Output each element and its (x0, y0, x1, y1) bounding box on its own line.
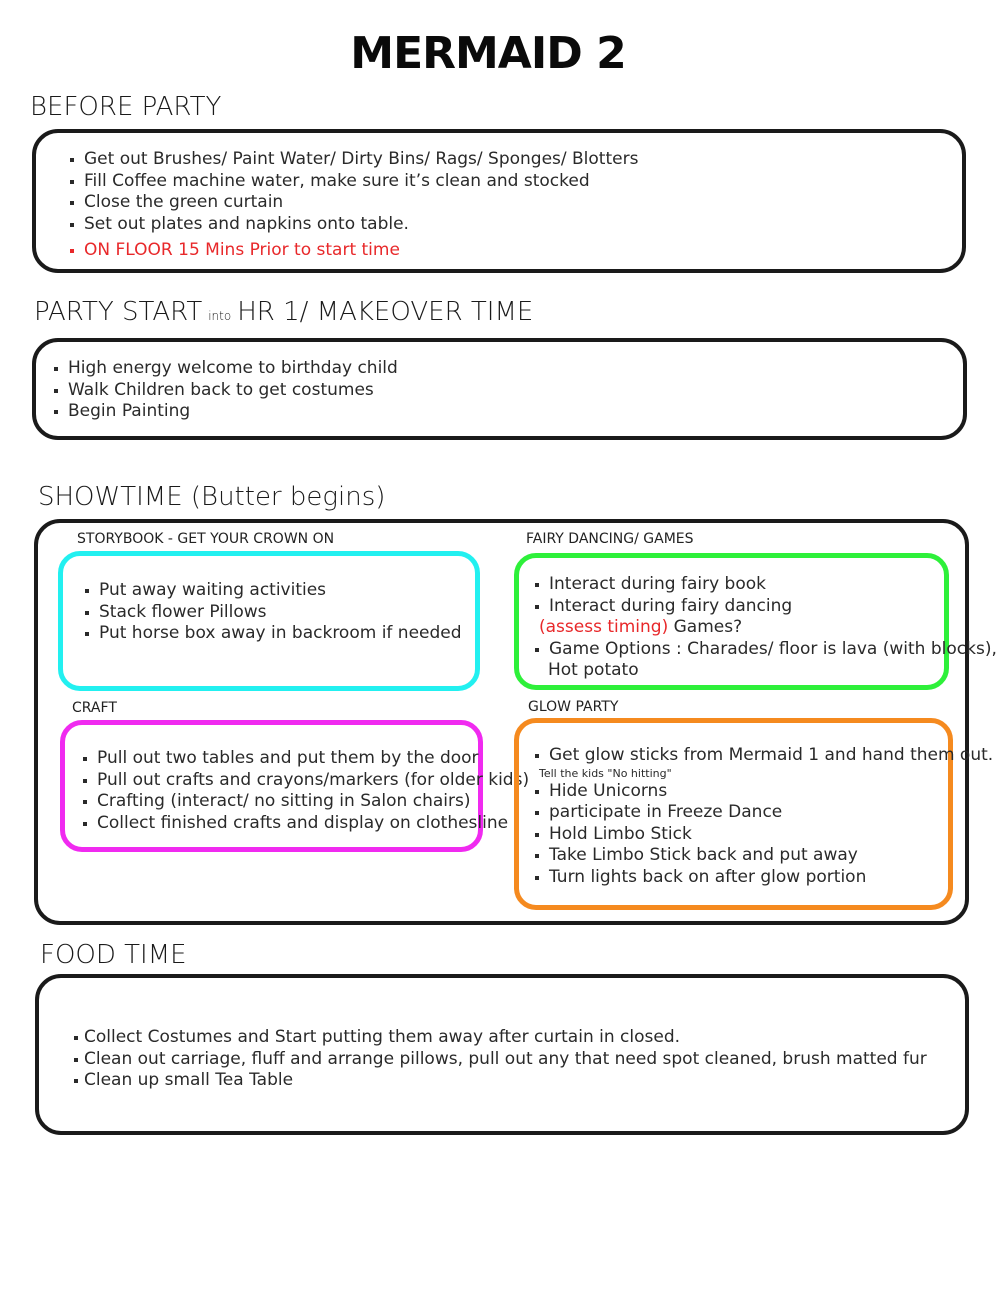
list-item: Hot potato (548, 660, 639, 680)
list-item: Collect finished crafts and display on clothesline (83, 813, 529, 835)
list-item (535, 617, 997, 639)
glow-list (535, 745, 993, 888)
list-item: Turn lights back on after glow portion (535, 867, 993, 889)
before-party-box (32, 129, 966, 273)
fairy-box (514, 553, 997, 690)
assess-timing-note: (assess timing) (539, 617, 669, 637)
list-item: Interact during fairy dancing (535, 596, 997, 618)
list-item: Interact during fairy book (535, 574, 997, 596)
list-item: Walk Children back to get costumes (54, 380, 398, 402)
fairy-label: FAIRY DANCING/ GAMES (526, 531, 694, 547)
list-item: Clean out carriage, fluff and arrange pillows, pull out any that need spot cleaned, brush matted fur (74, 1049, 927, 1071)
list-item: Hold Limbo Stick (535, 824, 993, 846)
party-start-list (54, 358, 398, 423)
list-item: Collect Costumes and Start putting them away after curtain in closed. (74, 1027, 927, 1049)
list-item: Get out Brushes/ Paint Water/ Dirty Bins/ Rags/ Sponges/ Blotters (70, 149, 638, 171)
craft-label: CRAFT (72, 700, 117, 716)
list-item: Hide Unicorns (535, 781, 993, 803)
storybook-box (58, 551, 480, 691)
list-item: participate in Freeze Dance (535, 802, 993, 824)
storybook-list (85, 580, 462, 645)
list-item: Pull out crafts and crayons/markers (for older kids) (83, 770, 529, 792)
party-start-box (32, 338, 967, 440)
list-item: Put away waiting activities (85, 580, 462, 602)
craft-box (60, 720, 530, 852)
on-floor-alert: ON FLOOR 15 Mins Prior to start time (70, 240, 638, 262)
list-item: Crafting (interact/ no sitting in Salon chairs) (83, 791, 529, 813)
glow-box (514, 718, 994, 910)
games-text: Games? (668, 617, 743, 637)
party-start-into: into (208, 309, 232, 323)
list-item: Fill Coffee machine water, make sure it’s clean and stocked (70, 171, 638, 193)
list-item: Begin Painting (54, 401, 398, 423)
food-time-heading: FOOD TIME (40, 940, 187, 970)
list-item: Put horse box away in backroom if needed (85, 623, 462, 645)
list-item: Clean up small Tea Table (74, 1070, 927, 1092)
food-time-box (35, 974, 969, 1135)
party-start-heading-a: PARTY START (34, 297, 203, 327)
before-party-list (70, 149, 638, 262)
food-time-list (74, 1027, 927, 1092)
glow-label: GLOW PARTY (528, 699, 619, 715)
list-item: Pull out two tables and put them by the door (83, 748, 529, 770)
storybook-label: STORYBOOK - GET YOUR CROWN ON (77, 531, 335, 547)
list-item: Set out plates and napkins onto table. (70, 214, 638, 236)
party-start-heading-b: HR 1/ MAKEOVER TIME (237, 297, 534, 327)
no-hitting-note: Tell the kids "No hitting" (539, 766, 672, 780)
list-item: Take Limbo Stick back and put away (535, 845, 993, 867)
list-item: Get glow sticks from Mermaid 1 and hand them out. (535, 745, 993, 767)
craft-list (83, 748, 529, 834)
fairy-list (535, 574, 997, 682)
page-title: MERMAID 2 (350, 28, 626, 79)
list-item: Close the green curtain (70, 192, 638, 214)
showtime-heading: SHOWTIME (Butter begins) (38, 482, 386, 512)
list-item: Game Options : Charades/ floor is lava (with blocks), (535, 639, 997, 661)
list-item: Stack flower Pillows (85, 602, 462, 624)
before-party-heading: BEFORE PARTY (30, 92, 222, 122)
list-item: High energy welcome to birthday child (54, 358, 398, 380)
party-start-heading (34, 297, 533, 327)
